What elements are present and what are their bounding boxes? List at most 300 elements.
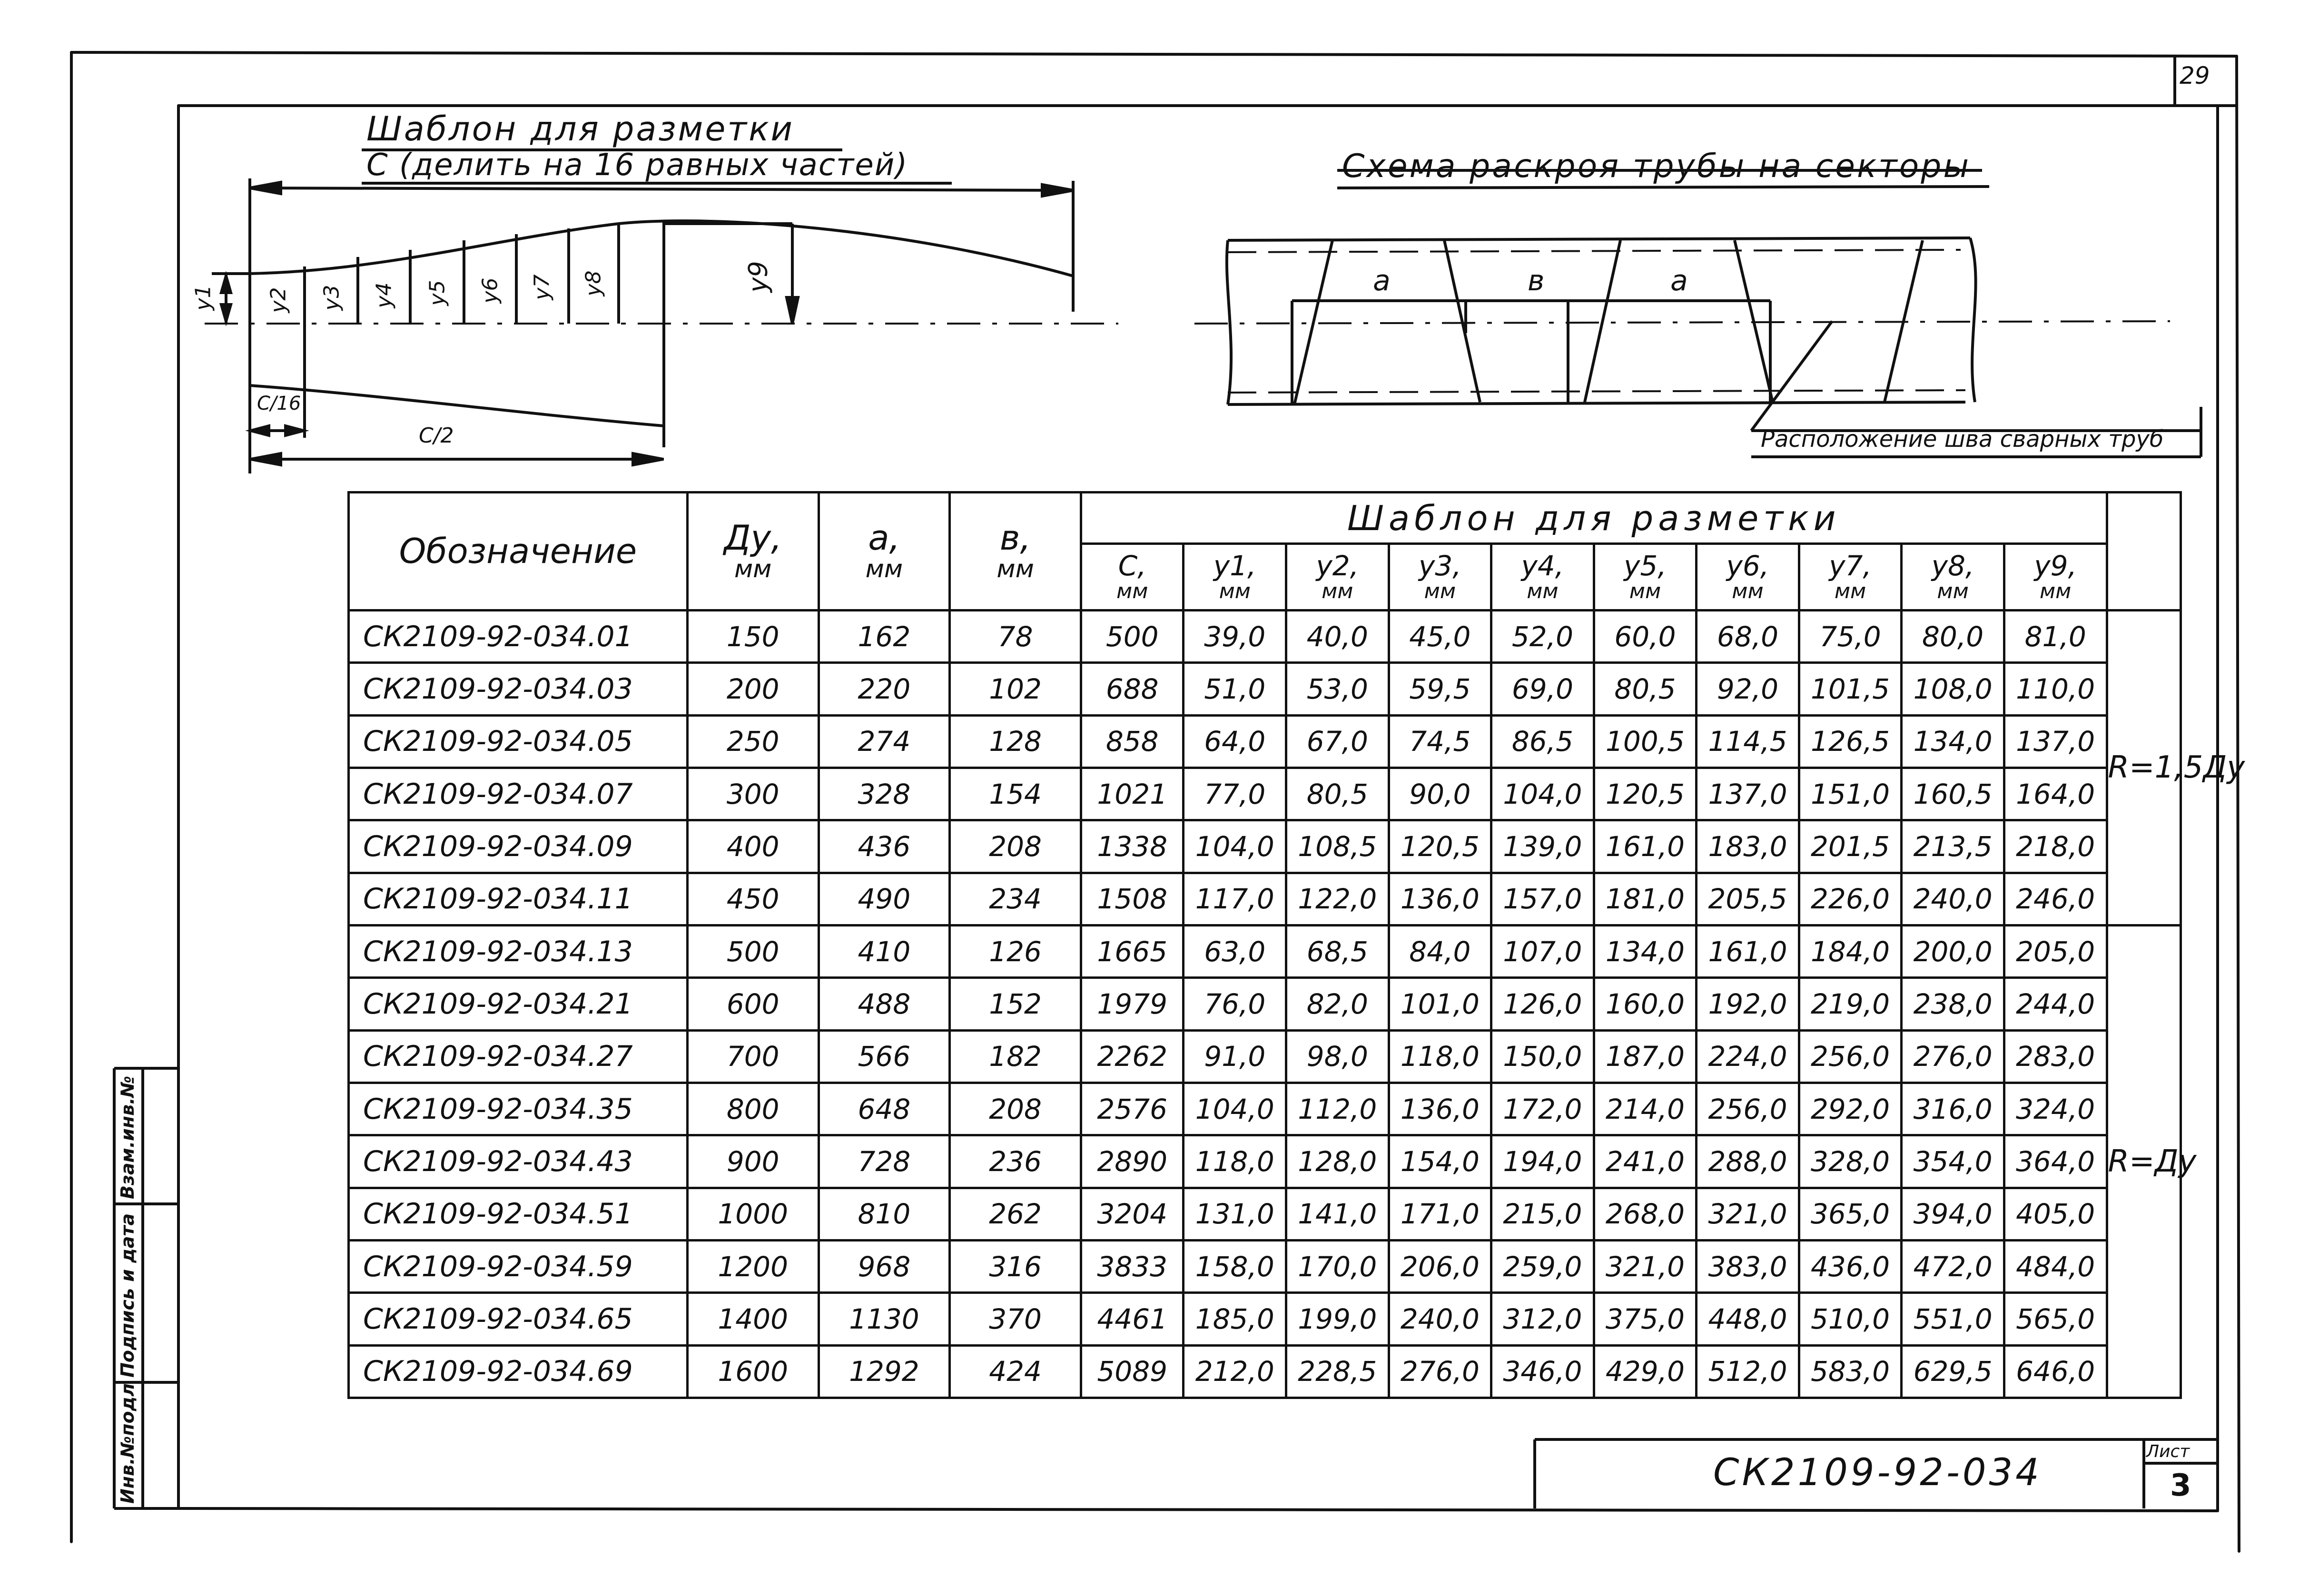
cell-y2: 82,0 <box>1286 978 1389 1030</box>
sub-header-unit: мм <box>1424 579 1456 603</box>
cell-y5: 60,0 <box>1594 611 1697 663</box>
cell-du: 150 <box>687 611 819 663</box>
sub-header-8 <box>1902 544 2004 611</box>
ordinate-label-y5: y5 <box>425 280 450 306</box>
cell-y1: 39,0 <box>1184 611 1286 663</box>
cell-y2: 122,0 <box>1286 873 1389 925</box>
sub-header-unit: мм <box>1629 579 1661 603</box>
cell-y2: 40,0 <box>1286 611 1389 663</box>
cell-y8: 394,0 <box>1902 1188 2004 1240</box>
cell-y5: 120,5 <box>1594 768 1697 820</box>
sub-header-unit: мм <box>2039 579 2072 603</box>
cell-a: 1130 <box>819 1293 950 1345</box>
header-a-label: a, <box>868 518 900 558</box>
cell-designation: СК2109-92-034.13 <box>349 925 688 977</box>
cell-y4: 215,0 <box>1491 1188 1594 1240</box>
cell-a: 488 <box>819 978 950 1030</box>
cell-y1: 104,0 <box>1184 1083 1286 1135</box>
cell-du: 700 <box>687 1030 819 1083</box>
cell-du: 800 <box>687 1083 819 1135</box>
cell-y1: 104,0 <box>1184 820 1286 873</box>
cell-b: 424 <box>950 1345 1081 1398</box>
cell-du: 500 <box>687 925 819 977</box>
sub-header-2 <box>1286 544 1389 611</box>
r-factor-group-1: R=1,5Ду <box>2107 611 2181 926</box>
cell-du: 1000 <box>687 1188 819 1240</box>
table-row <box>349 820 2181 873</box>
sub-header-label: y8, <box>1931 549 1974 582</box>
cell-y8: 134,0 <box>1902 715 2004 768</box>
seam-label: Расположение шва сварных труб <box>1761 426 2164 453</box>
cell-du: 1400 <box>687 1293 819 1345</box>
header-template: Шаблон для разметки <box>1081 493 2107 544</box>
pipe-scheme-title: Схема раскроя трубы на секторы <box>1342 148 1971 185</box>
cell-y3: 45,0 <box>1389 611 1491 663</box>
cell-y9: 244,0 <box>2004 978 2107 1030</box>
sheet-designation: СК2109-92-034 <box>1713 1451 2042 1494</box>
cell-b: 102 <box>950 663 1081 715</box>
cell-c: 688 <box>1081 663 1184 715</box>
cell-y3: 120,5 <box>1389 820 1491 873</box>
cell-y3: 84,0 <box>1389 925 1491 977</box>
cell-a: 274 <box>819 715 950 768</box>
cell-y9: 484,0 <box>2004 1240 2107 1292</box>
cell-a: 490 <box>819 873 950 925</box>
pipe-label-a2: a <box>1670 264 1688 297</box>
pipe-label-b: в <box>1528 264 1545 297</box>
cell-y8: 551,0 <box>1902 1293 2004 1345</box>
cell-y3: 118,0 <box>1389 1030 1491 1083</box>
cell-y9: 646,0 <box>2004 1345 2107 1398</box>
side-stamp-signature-label: Подпись и дата <box>117 1213 138 1378</box>
cell-y1: 118,0 <box>1184 1135 1286 1188</box>
cell-designation: СК2109-92-034.59 <box>349 1240 688 1292</box>
cell-y1: 212,0 <box>1184 1345 1286 1398</box>
cell-y3: 154,0 <box>1389 1135 1491 1188</box>
sub-header-label: y7, <box>1829 549 1872 582</box>
cell-y1: 131,0 <box>1184 1188 1286 1240</box>
cell-y8: 354,0 <box>1902 1135 2004 1188</box>
cell-y5: 134,0 <box>1594 925 1697 977</box>
cell-y9: 137,0 <box>2004 715 2107 768</box>
cell-y6: 288,0 <box>1697 1135 1799 1188</box>
cell-y3: 171,0 <box>1389 1188 1491 1240</box>
cell-y5: 160,0 <box>1594 978 1697 1030</box>
cell-y2: 53,0 <box>1286 663 1389 715</box>
cell-y9: 205,0 <box>2004 925 2107 977</box>
table-row <box>349 925 2181 977</box>
cell-y2: 80,5 <box>1286 768 1389 820</box>
header-b-unit: мм <box>997 555 1034 583</box>
cell-c: 3833 <box>1081 1240 1184 1292</box>
cell-y9: 246,0 <box>2004 873 2107 925</box>
side-stamp-inv-label: Инв.№подл <box>117 1383 138 1504</box>
header-designation: Обозначение <box>349 493 688 611</box>
sub-header-6 <box>1697 544 1799 611</box>
cell-y8: 160,5 <box>1902 768 2004 820</box>
cell-y2: 170,0 <box>1286 1240 1389 1292</box>
sub-header-unit: мм <box>1937 579 1969 603</box>
cell-a: 968 <box>819 1240 950 1292</box>
cell-designation: СК2109-92-034.11 <box>349 873 688 925</box>
cell-c: 858 <box>1081 715 1184 768</box>
cell-c: 4461 <box>1081 1293 1184 1345</box>
cell-y8: 629,5 <box>1902 1345 2004 1398</box>
header-a-unit: мм <box>865 555 903 583</box>
cell-c: 2890 <box>1081 1135 1184 1188</box>
cell-y6: 137,0 <box>1697 768 1799 820</box>
sub-header-unit: мм <box>1219 579 1251 603</box>
cell-c: 5089 <box>1081 1345 1184 1398</box>
cell-y6: 68,0 <box>1697 611 1799 663</box>
sub-header-label: C, <box>1118 549 1146 582</box>
cell-y3: 101,0 <box>1389 978 1491 1030</box>
cell-y4: 312,0 <box>1491 1293 1594 1345</box>
cell-y5: 429,0 <box>1594 1345 1697 1398</box>
pipe-label-a1: a <box>1373 264 1391 297</box>
sub-header-4 <box>1491 544 1594 611</box>
cell-y7: 201,5 <box>1799 820 1902 873</box>
cell-y4: 259,0 <box>1491 1240 1594 1292</box>
cell-y7: 126,5 <box>1799 715 1902 768</box>
cell-b: 128 <box>950 715 1081 768</box>
cell-b: 236 <box>950 1135 1081 1188</box>
cell-du: 400 <box>687 820 819 873</box>
cell-y9: 218,0 <box>2004 820 2107 873</box>
cell-y1: 185,0 <box>1184 1293 1286 1345</box>
cell-y6: 224,0 <box>1697 1030 1799 1083</box>
cell-designation: СК2109-92-034.07 <box>349 768 688 820</box>
table-row <box>349 768 2181 820</box>
cell-y8: 240,0 <box>1902 873 2004 925</box>
cell-designation: СК2109-92-034.03 <box>349 663 688 715</box>
cell-y1: 91,0 <box>1184 1030 1286 1083</box>
cell-y4: 172,0 <box>1491 1083 1594 1135</box>
cell-y9: 283,0 <box>2004 1030 2107 1083</box>
cell-y6: 321,0 <box>1697 1188 1799 1240</box>
sub-header-label: y2, <box>1316 549 1359 582</box>
sub-header-label: y1, <box>1213 549 1256 582</box>
ordinate-label-y9: y9 <box>743 261 773 293</box>
cell-y2: 67,0 <box>1286 715 1389 768</box>
cell-y5: 161,0 <box>1594 820 1697 873</box>
cell-y3: 74,5 <box>1389 715 1491 768</box>
cell-y7: 436,0 <box>1799 1240 1902 1292</box>
dim-c2-label: C/2 <box>419 424 454 448</box>
cell-y6: 183,0 <box>1697 820 1799 873</box>
cell-c: 2576 <box>1081 1083 1184 1135</box>
header-b <box>950 493 1081 611</box>
cell-y8: 472,0 <box>1902 1240 2004 1292</box>
cell-y4: 69,0 <box>1491 663 1594 715</box>
cell-y8: 213,5 <box>1902 820 2004 873</box>
cell-y2: 141,0 <box>1286 1188 1389 1240</box>
header-du <box>687 493 819 611</box>
cell-y9: 364,0 <box>2004 1135 2107 1188</box>
cell-y3: 206,0 <box>1389 1240 1491 1292</box>
page-number: 29 <box>2180 62 2210 89</box>
cell-y6: 448,0 <box>1697 1293 1799 1345</box>
ordinate-label-y7: y7 <box>530 274 554 300</box>
cell-du: 250 <box>687 715 819 768</box>
cell-c: 1338 <box>1081 820 1184 873</box>
sub-header-unit: мм <box>1322 579 1353 603</box>
cell-y7: 510,0 <box>1799 1293 1902 1345</box>
cell-c: 1979 <box>1081 978 1184 1030</box>
list-label: Лист <box>2146 1442 2190 1461</box>
cell-y9: 81,0 <box>2004 611 2107 663</box>
cell-y6: 92,0 <box>1697 663 1799 715</box>
list-number: 3 <box>2170 1468 2191 1503</box>
cell-du: 1600 <box>687 1345 819 1398</box>
cell-y9: 405,0 <box>2004 1188 2107 1240</box>
cell-designation: СК2109-92-034.01 <box>349 611 688 663</box>
sub-header-unit: мм <box>1834 579 1866 603</box>
cell-y8: 276,0 <box>1902 1030 2004 1083</box>
table-row <box>349 1293 2181 1345</box>
table-row <box>349 1135 2181 1188</box>
cell-y7: 219,0 <box>1799 978 1902 1030</box>
header-du-label: Ду, <box>724 518 782 558</box>
cell-y1: 63,0 <box>1184 925 1286 977</box>
cell-a: 220 <box>819 663 950 715</box>
table-row <box>349 611 2181 663</box>
cell-b: 316 <box>950 1240 1081 1292</box>
template-title-line1: Шаблон для разметки <box>366 109 794 148</box>
cell-y5: 268,0 <box>1594 1188 1697 1240</box>
cell-y6: 383,0 <box>1697 1240 1799 1292</box>
cell-a: 728 <box>819 1135 950 1188</box>
cell-b: 182 <box>950 1030 1081 1083</box>
cell-y9: 164,0 <box>2004 768 2107 820</box>
cell-y1: 51,0 <box>1184 663 1286 715</box>
cell-y3: 90,0 <box>1389 768 1491 820</box>
cell-y4: 139,0 <box>1491 820 1594 873</box>
cell-designation: СК2109-92-034.43 <box>349 1135 688 1188</box>
cell-y1: 76,0 <box>1184 978 1286 1030</box>
cell-y4: 346,0 <box>1491 1345 1594 1398</box>
cell-a: 162 <box>819 611 950 663</box>
sub-header-0 <box>1081 544 1184 611</box>
cell-y9: 565,0 <box>2004 1293 2107 1345</box>
ordinate-label-y6: y6 <box>478 277 503 304</box>
cell-y2: 68,5 <box>1286 925 1389 977</box>
cell-y5: 241,0 <box>1594 1135 1697 1188</box>
cell-y5: 100,5 <box>1594 715 1697 768</box>
template-dimensions-table <box>347 491 2245 1399</box>
table-row <box>349 1345 2181 1398</box>
cell-designation: СК2109-92-034.05 <box>349 715 688 768</box>
cell-y6: 512,0 <box>1697 1345 1799 1398</box>
table-row <box>349 873 2181 925</box>
sub-header-label: y5, <box>1624 549 1667 582</box>
cell-y4: 104,0 <box>1491 768 1594 820</box>
cell-y4: 157,0 <box>1491 873 1594 925</box>
cell-y7: 184,0 <box>1799 925 1902 977</box>
ordinate-label-y4: y4 <box>372 282 396 308</box>
cell-c: 1665 <box>1081 925 1184 977</box>
sub-header-5 <box>1594 544 1697 611</box>
cell-y3: 59,5 <box>1389 663 1491 715</box>
cell-du: 450 <box>687 873 819 925</box>
sub-header-label: y9, <box>2034 549 2077 582</box>
cell-y8: 238,0 <box>1902 978 2004 1030</box>
cell-y2: 128,0 <box>1286 1135 1389 1188</box>
header-du-unit: мм <box>734 555 772 583</box>
template-drawing <box>205 150 1118 473</box>
table-row <box>349 715 2181 768</box>
sub-header-9 <box>2004 544 2107 611</box>
header-r-blank <box>2107 493 2181 611</box>
ordinate-label-y3: y3 <box>319 285 344 311</box>
cell-y4: 194,0 <box>1491 1135 1594 1188</box>
cell-y7: 75,0 <box>1799 611 1902 663</box>
sub-header-unit: мм <box>1527 579 1559 603</box>
table-row <box>349 1240 2181 1292</box>
right-edge-line <box>2237 56 2239 1551</box>
table-row <box>349 1188 2181 1240</box>
cell-y6: 114,5 <box>1697 715 1799 768</box>
cell-b: 208 <box>950 820 1081 873</box>
cell-y1: 77,0 <box>1184 768 1286 820</box>
cell-y8: 316,0 <box>1902 1083 2004 1135</box>
cell-y3: 136,0 <box>1389 873 1491 925</box>
cell-a: 566 <box>819 1030 950 1083</box>
cell-y1: 158,0 <box>1184 1240 1286 1292</box>
ordinate-label-y2: y2 <box>266 287 291 313</box>
cell-b: 78 <box>950 611 1081 663</box>
cell-y5: 187,0 <box>1594 1030 1697 1083</box>
cell-y6: 192,0 <box>1697 978 1799 1030</box>
cell-y5: 214,0 <box>1594 1083 1697 1135</box>
cell-y4: 52,0 <box>1491 611 1594 663</box>
cell-y9: 324,0 <box>2004 1083 2107 1135</box>
cell-designation: СК2109-92-034.21 <box>349 978 688 1030</box>
cell-b: 370 <box>950 1293 1081 1345</box>
table-row <box>349 663 2181 715</box>
cell-designation: СК2109-92-034.27 <box>349 1030 688 1083</box>
cell-y7: 151,0 <box>1799 768 1902 820</box>
cell-b: 154 <box>950 768 1081 820</box>
cell-a: 410 <box>819 925 950 977</box>
cell-a: 436 <box>819 820 950 873</box>
cell-b: 152 <box>950 978 1081 1030</box>
cell-c: 500 <box>1081 611 1184 663</box>
cell-y2: 112,0 <box>1286 1083 1389 1135</box>
cell-y4: 150,0 <box>1491 1030 1594 1083</box>
cell-y2: 199,0 <box>1286 1293 1389 1345</box>
cell-y5: 80,5 <box>1594 663 1697 715</box>
cell-y6: 205,5 <box>1697 873 1799 925</box>
sub-header-unit: мм <box>1116 579 1148 603</box>
cell-y4: 126,0 <box>1491 978 1594 1030</box>
cell-b: 126 <box>950 925 1081 977</box>
cell-y5: 321,0 <box>1594 1240 1697 1292</box>
cell-y7: 292,0 <box>1799 1083 1902 1135</box>
cell-y7: 583,0 <box>1799 1345 1902 1398</box>
cell-du: 200 <box>687 663 819 715</box>
cell-c: 2262 <box>1081 1030 1184 1083</box>
cell-designation: СК2109-92-034.65 <box>349 1293 688 1345</box>
cell-y7: 328,0 <box>1799 1135 1902 1188</box>
cell-y6: 161,0 <box>1697 925 1799 977</box>
cell-b: 262 <box>950 1188 1081 1240</box>
cell-y7: 365,0 <box>1799 1188 1902 1240</box>
table-row <box>349 1030 2181 1083</box>
sub-header-7 <box>1799 544 1902 611</box>
cell-y9: 110,0 <box>2004 663 2107 715</box>
cell-y1: 64,0 <box>1184 715 1286 768</box>
ordinate-label-y1: y1 <box>191 285 216 311</box>
cell-b: 234 <box>950 873 1081 925</box>
header-b-label: в, <box>999 518 1031 558</box>
cell-y2: 98,0 <box>1286 1030 1389 1083</box>
cell-designation: СК2109-92-034.09 <box>349 820 688 873</box>
sub-header-1 <box>1184 544 1286 611</box>
cell-y2: 228,5 <box>1286 1345 1389 1398</box>
sub-header-label: y3, <box>1419 549 1461 582</box>
table-row <box>349 1083 2181 1135</box>
cell-c: 1021 <box>1081 768 1184 820</box>
header-a <box>819 493 950 611</box>
cell-designation: СК2109-92-034.51 <box>349 1188 688 1240</box>
cell-y7: 101,5 <box>1799 663 1902 715</box>
cell-c: 1508 <box>1081 873 1184 925</box>
cell-a: 810 <box>819 1188 950 1240</box>
inner-frame-bottom <box>178 1508 2218 1511</box>
template-title-line2: С (делить на 16 равных частей) <box>366 148 908 183</box>
cell-du: 1200 <box>687 1240 819 1292</box>
cell-y3: 240,0 <box>1389 1293 1491 1345</box>
sub-header-label: y6, <box>1726 549 1769 582</box>
cell-b: 208 <box>950 1083 1081 1135</box>
cell-du: 300 <box>687 768 819 820</box>
cell-y8: 108,0 <box>1902 663 2004 715</box>
cell-du: 900 <box>687 1135 819 1188</box>
table-row <box>349 978 2181 1030</box>
cell-a: 648 <box>819 1083 950 1135</box>
table-body <box>349 611 2245 1398</box>
r-factor-group-2: R=Ду <box>2107 925 2181 1398</box>
cell-y4: 107,0 <box>1491 925 1594 977</box>
cell-y6: 256,0 <box>1697 1083 1799 1135</box>
cell-y8: 200,0 <box>1902 925 2004 977</box>
cell-y5: 181,0 <box>1594 873 1697 925</box>
cell-y5: 375,0 <box>1594 1293 1697 1345</box>
sub-header-label: y4, <box>1521 549 1564 582</box>
cell-a: 1292 <box>819 1345 950 1398</box>
cell-du: 600 <box>687 978 819 1030</box>
sub-header-unit: мм <box>1732 579 1764 603</box>
cell-y3: 136,0 <box>1389 1083 1491 1135</box>
dim-c16-label: C/16 <box>257 393 301 414</box>
cell-y7: 256,0 <box>1799 1030 1902 1083</box>
sub-header-3 <box>1389 544 1491 611</box>
cell-a: 328 <box>819 768 950 820</box>
pipe-scheme-drawing <box>1194 170 2201 457</box>
cell-designation: СК2109-92-034.35 <box>349 1083 688 1135</box>
cell-y4: 86,5 <box>1491 715 1594 768</box>
top-border-line <box>71 52 2237 56</box>
cell-y3: 276,0 <box>1389 1345 1491 1398</box>
ordinate-label-y8: y8 <box>581 270 606 296</box>
cell-y2: 108,5 <box>1286 820 1389 873</box>
cell-y1: 117,0 <box>1184 873 1286 925</box>
cell-designation: СК2109-92-034.69 <box>349 1345 688 1398</box>
cell-c: 3204 <box>1081 1188 1184 1240</box>
side-stamp-replace-label: Взам.инв.№ <box>117 1075 138 1199</box>
cell-y7: 226,0 <box>1799 873 1902 925</box>
